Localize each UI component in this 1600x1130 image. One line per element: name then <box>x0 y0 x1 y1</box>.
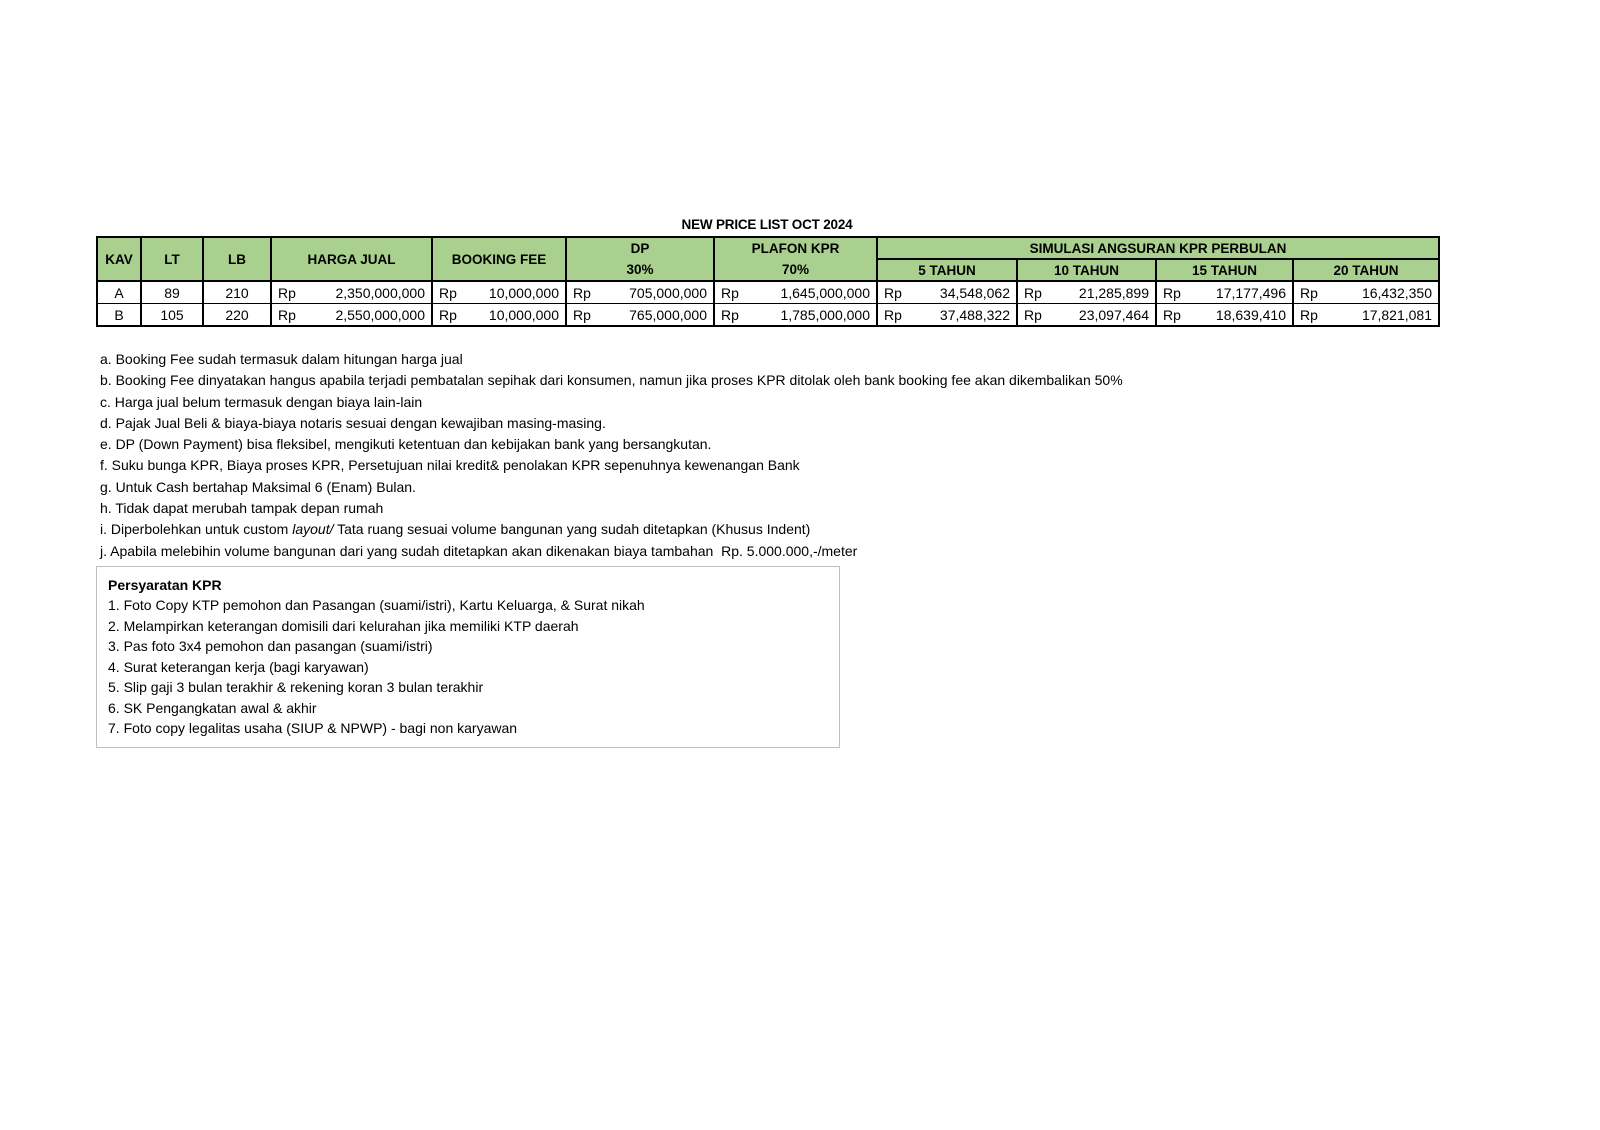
note-item: e. DP (Down Payment) bisa fleksibel, mengikuti ketentuan dan kebijakan bank yang bersangkutan. <box>100 436 712 453</box>
amount: 1,785,000,000 <box>780 306 870 323</box>
amount: 10,000,000 <box>488 284 559 301</box>
note-item: j. Apabila melebihin volume bangunan dari yang sudah ditetapkan akan dikenakan biaya tambahan Rp. 5.000.000,-/meter <box>100 542 858 559</box>
currency-label: Rp <box>439 284 457 301</box>
currency-label: Rp <box>1024 284 1042 301</box>
note-item <box>100 519 1123 540</box>
note-item: c. Harga jual belum termasuk dengan biaya lain-lain <box>100 393 423 410</box>
currency-label: Rp <box>1163 284 1181 301</box>
note-i-italic: layout/ <box>292 521 334 538</box>
header-plafon-kpr <box>714 237 877 281</box>
header-lt: LT <box>141 237 203 281</box>
amount: 18,639,410 <box>1215 306 1286 323</box>
cell-lt: 105 <box>141 304 203 327</box>
list-item: 1. Foto Copy KTP pemohon dan Pasangan (suami/istri), Kartu Keluarga, & Surat nikah <box>108 597 645 613</box>
header-booking-fee: BOOKING FEE <box>432 237 566 281</box>
note-i-prefix: i. Diperbolehkan untuk custom <box>100 521 293 538</box>
header-tenor-10: 10 TAHUN <box>1017 259 1156 281</box>
amount: 23,097,464 <box>1078 306 1149 323</box>
note-item: d. Pajak Jual Beli & biaya-biaya notaris sesuai dengan kewajiban masing-masing. <box>100 414 606 431</box>
amount: 21,285,899 <box>1078 284 1149 301</box>
currency-label: Rp <box>1163 306 1181 323</box>
amount: 17,821,081 <box>1361 306 1433 323</box>
note-item: g. Untuk Cash bertahap Maksimal 6 (Enam) Bulan. <box>100 478 416 495</box>
currency-label: Rp <box>884 306 902 323</box>
amount: 37,488,322 <box>939 306 1010 323</box>
amount: 2,350,000,000 <box>335 284 425 301</box>
note-item: f. Suku bunga KPR, Biaya proses KPR, Persetujuan nilai kredit& penolakan KPR sepenuhnya kewenangan Bank <box>100 457 800 474</box>
header-lb: LB <box>203 237 271 281</box>
cell-tenor-5 <box>877 281 1017 304</box>
list-item: 2. Melampirkan keterangan domisili dari kelurahan jika memiliki KTP daerah <box>108 617 579 634</box>
cell-kav: A <box>97 281 141 304</box>
cell-booking <box>432 304 566 327</box>
terms-notes <box>100 349 1123 562</box>
header-dp-label: DP <box>630 241 650 256</box>
currency-label: Rp <box>439 306 457 323</box>
header-tenor-5: 5 TAHUN <box>877 259 1017 281</box>
cell-tenor-15 <box>1156 304 1293 327</box>
amount: 10,000,000 <box>488 306 559 323</box>
note-item: a. Booking Fee sudah termasuk dalam hitungan harga jual <box>100 351 463 367</box>
table-row <box>97 304 1439 327</box>
list-item: 5. Slip gaji 3 bulan terakhir & rekening koran 3 bulan terakhir <box>108 679 484 695</box>
currency-label: Rp <box>278 284 296 301</box>
header-simulasi: SIMULASI ANGSURAN KPR PERBULAN <box>877 237 1439 259</box>
header-kav: KAV <box>97 237 141 281</box>
cell-kav: B <box>97 304 141 327</box>
currency-label: Rp <box>1300 306 1318 323</box>
list-item: 4. Surat keterangan kerja (bagi karyawan) <box>108 658 369 675</box>
cell-tenor-10 <box>1017 304 1156 327</box>
kpr-requirements-box <box>96 566 840 748</box>
currency-label: Rp <box>573 284 591 301</box>
cell-harga <box>271 281 432 304</box>
cell-booking <box>432 281 566 304</box>
cell-tenor-20 <box>1293 281 1439 304</box>
currency-label: Rp <box>1024 306 1042 323</box>
note-item: h. Tidak dapat merubah tampak depan rumah <box>100 500 384 517</box>
cell-tenor-5 <box>877 304 1017 327</box>
header-plafon-label: PLAFON KPR <box>751 241 840 256</box>
amount: 705,000,000 <box>629 284 707 301</box>
note-i-suffix: Tata ruang sesuai volume bangunan yang sudah ditetapkan (Khusus Indent) <box>333 521 811 538</box>
header-tenor-15: 15 TAHUN <box>1156 259 1293 281</box>
currency-label: Rp <box>721 284 739 301</box>
list-item: 3. Pas foto 3x4 pemohon dan pasangan (suami/istri) <box>108 638 433 654</box>
page-title: NEW PRICE LIST OCT 2024 <box>681 217 853 232</box>
currency-label: Rp <box>884 284 902 301</box>
amount: 765,000,000 <box>629 306 707 323</box>
cell-tenor-20 <box>1293 304 1439 327</box>
cell-plafon <box>714 304 877 327</box>
currency-label: Rp <box>721 306 739 323</box>
amount: 2,550,000,000 <box>335 306 425 323</box>
header-tenor-20: 20 TAHUN <box>1293 259 1439 281</box>
cell-lt: 89 <box>141 281 203 304</box>
amount: 34,548,062 <box>939 284 1010 301</box>
amount: 17,177,496 <box>1215 284 1286 301</box>
kpr-requirements-list <box>108 595 828 739</box>
cell-lb: 210 <box>203 281 271 304</box>
cell-lb: 220 <box>203 304 271 327</box>
header-harga-jual: HARGA JUAL <box>271 237 432 281</box>
currency-label: Rp <box>573 306 591 323</box>
header-plafon-percent: 70% <box>781 262 810 277</box>
currency-label: Rp <box>278 306 296 323</box>
list-item: 6. SK Pengangkatan awal & akhir <box>108 699 317 716</box>
header-dp <box>566 237 714 281</box>
cell-tenor-10 <box>1017 281 1156 304</box>
amount: 1,645,000,000 <box>780 284 870 301</box>
price-list-table <box>96 236 1440 327</box>
header-dp-percent: 30% <box>626 262 654 277</box>
cell-dp <box>566 304 714 327</box>
amount: 16,432,350 <box>1361 284 1433 301</box>
currency-label: Rp <box>1300 284 1318 301</box>
cell-tenor-15 <box>1156 281 1293 304</box>
list-item: 7. Foto copy legalitas usaha (SIUP & NPWP) - bagi non karyawan <box>108 720 518 736</box>
table-row <box>97 281 1439 304</box>
kpr-requirements-title: Persyaratan KPR <box>108 577 222 593</box>
note-item: b. Booking Fee dinyatakan hangus apabila terjadi pembatalan sepihak dari konsumen, namun jika proses KPR ditolak oleh bank booking fee akan dikembalikan 50% <box>100 372 1123 389</box>
cell-dp <box>566 281 714 304</box>
cell-harga <box>271 304 432 327</box>
cell-plafon <box>714 281 877 304</box>
